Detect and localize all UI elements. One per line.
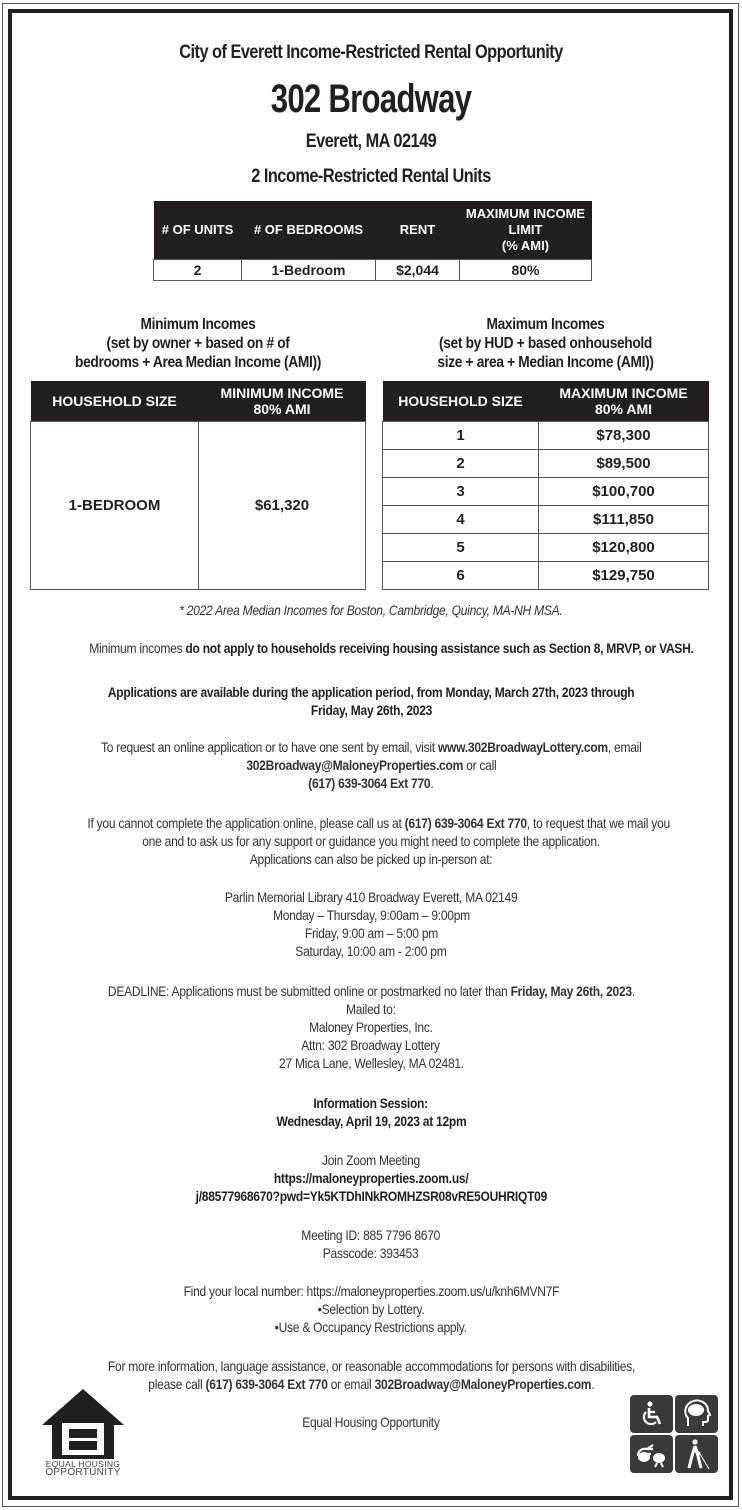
accessibility-icons bbox=[630, 1395, 718, 1473]
cell-household-size: 2 bbox=[383, 449, 539, 477]
min-income-note: Minimum incomes do not apply to households receiving housing assistance such as Section 8, MRVP, or VASH. bbox=[89, 640, 694, 656]
table-row bbox=[383, 505, 709, 533]
meeting-credentials: Meeting ID: 885 7796 8670 Passcode: 393453 bbox=[301, 1227, 441, 1261]
email-link[interactable]: 302Broadway@MaloneyProperties.com bbox=[245, 757, 463, 773]
minimum-income-table bbox=[30, 381, 366, 590]
col-header-units: # OF UNITS bbox=[154, 201, 242, 259]
col-header-household-size: HOUSEHOLD SIZE bbox=[383, 381, 539, 421]
cell-units: 2 bbox=[154, 259, 242, 280]
unit-table-header bbox=[154, 201, 592, 259]
zoom-meeting: Join Zoom Meeting https://maloneyproperties.zoom.us/ j/88577968670?pwd=Yk5KTDhINkROMHZSR08vRE5OUHRIQT09 bbox=[195, 1152, 547, 1204]
property-title: 302 Broadway bbox=[270, 77, 472, 121]
request-info: To request an online application or to have one sent by email, visit www.302BroadwayLottery.com, email 302Broadway@MaloneyProperties.com or call (617) 639-3064 Ext 770. bbox=[100, 739, 642, 791]
deadline: DEADLINE: Applications must be submitted online or postmarked no later than Friday, May 26th, 2023. Mailed to: Maloney Properties, Inc. Attn: 302 Broadway Lottery 27 Mica Lane, Wellesley, MA 02481. bbox=[107, 983, 635, 1071]
cell-household-size: 1-BEDROOM bbox=[31, 421, 199, 589]
property-city: Everett, MA 02149 bbox=[305, 131, 437, 152]
cell-bedrooms: 1-Bedroom bbox=[242, 259, 376, 280]
cell-maximum-income: $78,300 bbox=[539, 421, 709, 449]
cell-rent: $2,044 bbox=[376, 259, 460, 280]
ami-footnote: * 2022 Area Median Incomes for Boston, Cambridge, Quincy, MA-NH MSA. bbox=[179, 602, 563, 618]
local-number-and-bullets: Find your local number: https://maloneyproperties.zoom.us/u/knh6MVN7F •Selection by Lottery. •Use & Occupancy Restrictions apply. bbox=[183, 1283, 559, 1335]
blind-cane-icon bbox=[675, 1435, 718, 1473]
col-header-bedrooms: # OF BEDROOMS bbox=[242, 201, 376, 259]
zoom-link-line1[interactable]: https://maloneyproperties.zoom.us/ bbox=[273, 1170, 469, 1186]
sign-language-icon bbox=[630, 1435, 673, 1473]
cell-household-size: 1 bbox=[383, 421, 539, 449]
col-header-maximum-income: MAXIMUM INCOME 80% AMI bbox=[539, 381, 709, 421]
cell-household-size: 3 bbox=[383, 477, 539, 505]
pickup-location: Parlin Memorial Library 410 Broadway Everett, MA 02149 Monday – Thursday, 9:00am – 9:00pm Friday, 9:00 am – 5:00 pm Saturday, 10:00 am - 2:00 pm bbox=[224, 889, 518, 959]
min-table-header bbox=[31, 381, 366, 421]
program-title: City of Everett Income-Restricted Rental Opportunity bbox=[179, 42, 563, 63]
equal-housing-text: Equal Housing Opportunity bbox=[302, 1414, 440, 1430]
table-row bbox=[383, 477, 709, 505]
cell-maximum-income: $120,800 bbox=[539, 533, 709, 561]
maximum-incomes-heading: Maximum Incomes (set by HUD + based onhousehold size + area + Median Income (AMI)) bbox=[437, 316, 654, 371]
col-header-max-income: MAXIMUM INCOME LIMIT (% AMI) bbox=[460, 201, 592, 259]
col-header-household-size: HOUSEHOLD SIZE bbox=[31, 381, 199, 421]
max-table-header bbox=[383, 381, 709, 421]
application-period: Applications are available during the application period, from Monday, March 27th, 2023 through Friday, May 26th, 2023 bbox=[107, 684, 635, 718]
equal-housing-logo-text: EQUAL HOUSING OPPORTUNITY bbox=[45, 1459, 121, 1478]
zoom-link-line2[interactable]: j/88577968670?pwd=Yk5KTDhINkROMHZSR08vRE5OUHRIQT09 bbox=[195, 1188, 547, 1204]
website-link[interactable]: www.302BroadwayLottery.com bbox=[437, 739, 608, 755]
phone-link[interactable]: (617) 639-3064 Ext 770 bbox=[308, 775, 431, 791]
phone-link[interactable]: (617) 639-3064 Ext 770 bbox=[205, 1376, 328, 1392]
units-summary: 2 Income-Restricted Rental Units bbox=[251, 166, 491, 187]
cell-maximum-income: $129,750 bbox=[539, 561, 709, 589]
cell-household-size: 6 bbox=[383, 561, 539, 589]
col-header-rent: RENT bbox=[376, 201, 460, 259]
info-session: Information Session: Wednesday, April 19, 2023 at 12pm bbox=[275, 1095, 467, 1129]
unit-table bbox=[153, 201, 592, 281]
cell-household-size: 5 bbox=[383, 533, 539, 561]
table-row bbox=[383, 421, 709, 449]
offline-info: If you cannot complete the application online, please call us at (617) 639-3064 Ext 770, to request that we mail you one and to ask us for any support or guidance you might need to complete the application. Applications can also be picked up in-person at: bbox=[87, 815, 670, 867]
more-info: For more information, language assistance, or reasonable accommodations for persons with disabilities, please call (617) 639-3064 Ext 770 or email 302Broadway@MaloneyProperties.com. bbox=[107, 1358, 635, 1392]
wheelchair-icon bbox=[630, 1395, 673, 1433]
cell-maximum-income: $100,700 bbox=[539, 477, 709, 505]
table-row bbox=[31, 421, 366, 589]
cognitive-head-icon bbox=[675, 1395, 718, 1433]
email-link[interactable]: 302Broadway@MaloneyProperties.com bbox=[374, 1376, 591, 1392]
cell-maximum-income: $111,850 bbox=[539, 505, 709, 533]
cell-minimum-income: $61,320 bbox=[199, 421, 366, 589]
maximum-income-table bbox=[382, 381, 709, 590]
cell-max-income-limit: 80% bbox=[460, 259, 592, 280]
table-row bbox=[154, 259, 592, 280]
table-row bbox=[383, 449, 709, 477]
phone-link[interactable]: (617) 639-3064 Ext 770 bbox=[404, 815, 527, 831]
minimum-incomes-heading: Minimum Incomes (set by owner + based on # of bedrooms + Area Median Income (AMI)) bbox=[75, 316, 321, 371]
cell-maximum-income: $89,500 bbox=[539, 449, 709, 477]
cell-household-size: 4 bbox=[383, 505, 539, 533]
col-header-minimum-income: MINIMUM INCOME 80% AMI bbox=[199, 381, 366, 421]
table-row bbox=[383, 561, 709, 589]
table-row bbox=[383, 533, 709, 561]
local-number-link[interactable]: Find your local number: https://maloneyproperties.zoom.us/u/knh6MVN7F bbox=[183, 1283, 559, 1299]
